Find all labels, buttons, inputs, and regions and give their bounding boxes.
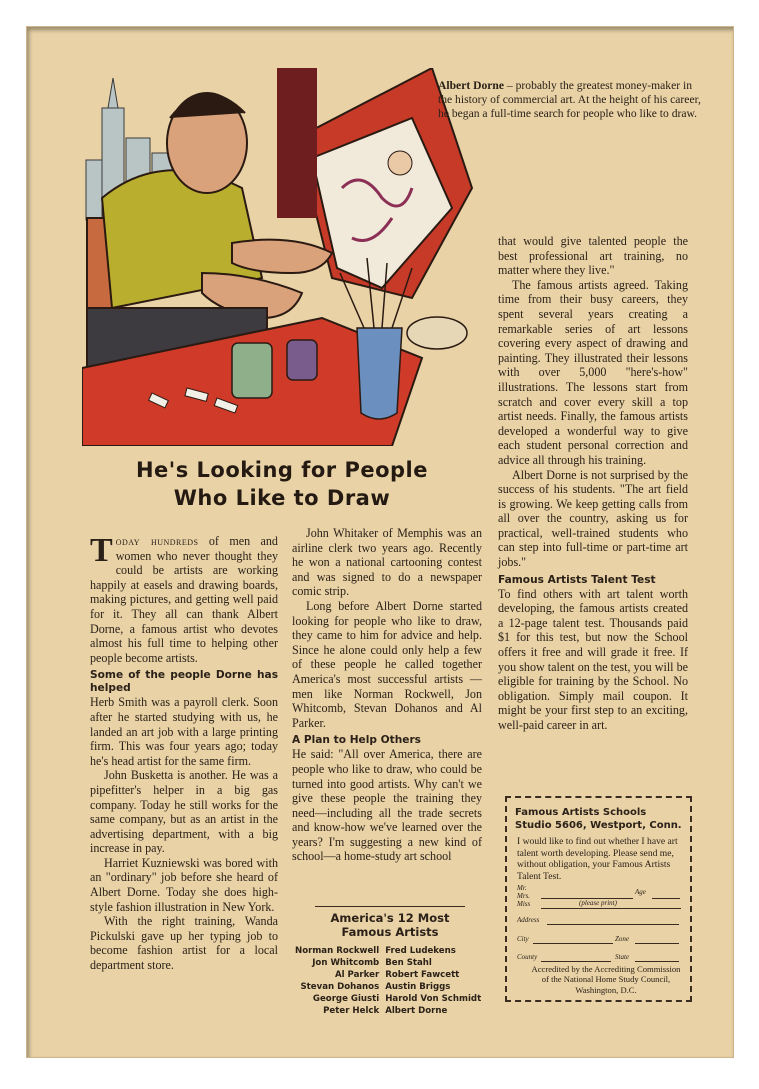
table-row — [292, 1005, 484, 1017]
caption-text: – probably the greatest money-maker in the history of commercial art. At the height of his career, he began a full-time search for people who like to draw. — [438, 79, 701, 120]
coupon-accreditation: Accredited by the Accrediting Commission of the National Home Study Council, Washington, D.C. — [531, 964, 681, 995]
coupon-school-name: Famous Artists Schools — [515, 807, 647, 818]
headline — [82, 458, 482, 510]
paragraph-he-said: He said: "All over America, there are people who like to draw, who could be turned into good artists. Why can't we give these people the training they need—including all the trade secrets and know-how we've learned over the years? I'm suggesting a new kind of school—a home-study art school — [292, 747, 482, 864]
artist-name: Jon Whitcomb — [312, 958, 380, 968]
paragraph-not-surprised: Albert Dorne is not surprised by the success of his students. "The art field is growing. We keep getting calls from all over the country, asking us for practical, well-trained students who can step into full-time or part-time art jobs." — [498, 467, 688, 570]
label-mr: Mr. — [517, 884, 527, 892]
coupon-studio-address: Studio 5606, Westport, Conn. — [515, 820, 682, 831]
subhead-plan-to-help: A Plan to Help Others — [292, 734, 421, 747]
table-row — [292, 969, 484, 981]
coupon-body-text: I would like to find out whether I have art talent worth developing. Please send me, without obligation, your Famous Artists Talent Test. — [517, 836, 678, 882]
paragraph-herb-smith: Herb Smith was a payroll clerk. Soon after he started studying with us, he landed an art job with a large printing firm. This was four years ago; today he's head artist for the same firm. — [90, 695, 278, 768]
coupon-county-state-field[interactable] — [517, 953, 629, 961]
caption-name: Albert Dorne — [438, 79, 505, 92]
artist-name: Austin Briggs — [385, 982, 451, 992]
intro-paragraph — [90, 534, 278, 665]
article-column-3 — [498, 234, 688, 733]
mail-coupon[interactable] — [505, 796, 692, 1002]
famous-artists-list — [292, 906, 488, 1017]
label-zone: Zone — [615, 935, 629, 943]
artist-name: Peter Helck — [323, 1006, 380, 1016]
artists-table — [292, 945, 484, 1017]
table-row — [292, 981, 484, 993]
paragraph-harriet-kuzniewski: Harriet Kuzniewski was bored with an "ordinary" job before she heard of Albert Dorne. Today she does high-style fashion illustration in New York. — [90, 855, 278, 914]
label-state: State — [615, 953, 629, 961]
table-row — [292, 945, 484, 957]
artist-name: Fred Ludekens — [385, 946, 456, 956]
intro-text: of men and women who never thought they could be artists are working happily at easels and drawing boards, making pictures, and getting well paid for it. They all can thank Albert Dorne, a famous artist who devotes almost his full time to helping other people become artists. — [90, 534, 278, 665]
label-please-print: (please print) — [579, 899, 617, 907]
subhead-dorne-helped: Some of the people Dorne has helped — [90, 669, 278, 695]
artist-name: George Giusti — [312, 994, 380, 1004]
artist-name: Ben Stahl — [385, 958, 432, 968]
artist-name: Robert Fawcett — [385, 970, 460, 980]
paragraph-talent-test: To find others with art talent worth developing, the famous artists created a 12-page talent test. Thousands paid $1 for this test, but now the School offers it free and will grade it free. If you show talent on the test, you will be eligible for training by the School. No obligation. Simply mail coupon. It might be your first step to an exciting, well-paid career in art. — [498, 586, 688, 732]
paragraph-john-busketta: John Busketta is another. He was a pipefitter's helper in a big gas company. Today he still works for the same company, but as an artist in the advertising department, with a big increase in pay. — [90, 768, 278, 856]
paragraph-wanda-pickulski: With the right training, Wanda Pickulski gave up her typing job to become fashion artist for a local department store. — [90, 914, 278, 973]
article-column-2 — [292, 526, 482, 864]
table-row — [292, 957, 484, 969]
artists-title-2: Famous Artists — [341, 925, 439, 939]
paragraph-john-whitaker: John Whitaker of Memphis was an airline clerk two years ago. Recently he won a national cartooning contest and was signed to do a newspaper comic strip. — [292, 526, 482, 599]
headline-line-1: He's Looking for People — [135, 458, 429, 482]
label-miss: Miss — [517, 900, 531, 908]
table-row — [292, 993, 484, 1005]
paragraph-long-before: Long before Albert Dorne started looking for people who like to draw, they came to him for advice and help. Since he alone could only help a few of these people he called together America's most successful artists —men like Norman Rockwell, Jon Whitcomb, Stevan Dohanos and Al Parker. — [292, 598, 482, 730]
artist-name: Norman Rockwell — [295, 946, 380, 956]
divider — [315, 906, 465, 907]
artist-name: Harold Von Schmidt — [385, 994, 482, 1004]
artist-name: Al Parker — [334, 970, 380, 980]
artist-name: Albert Dorne — [385, 1006, 448, 1016]
coupon-city-zone-field[interactable] — [517, 935, 629, 943]
paragraph-artists-agreed: The famous artists agreed. Taking time from their busy careers, they spent several years creating a remarkable series of art lessons covering every aspect of drawing and painting. They illustrated their lessons with over 5,000 "here's-how" illustrations. The lessons start from scratch and cover every skill a top artist needs. Finally, the famous artists developed a wonderful way to give each student personal correction and advice all through his training. — [498, 277, 688, 467]
coupon-name-field[interactable] — [517, 884, 646, 908]
coupon-address-field[interactable] — [517, 916, 539, 924]
label-county: County — [517, 953, 538, 961]
paragraph-continued: that would give talented people the best professional art training, no matter where they live." — [498, 234, 688, 278]
label-city: City — [517, 935, 529, 943]
label-mrs: Mrs. — [517, 892, 531, 900]
label-address: Address — [517, 916, 540, 924]
headline-line-2: Who Like to Draw — [173, 486, 391, 510]
artist-name: Stevan Dohanos — [300, 982, 380, 992]
article-column-1 — [90, 534, 278, 973]
illustration-caption — [438, 79, 708, 121]
artists-title-1: America's 12 Most — [330, 911, 450, 925]
label-age: Age — [635, 888, 646, 896]
albert-dorne-painting-illustration — [82, 68, 474, 446]
lead-smallcaps: oday hundreds — [115, 534, 199, 548]
drop-cap: T — [90, 532, 113, 569]
subhead-talent-test: Famous Artists Talent Test — [498, 573, 656, 586]
